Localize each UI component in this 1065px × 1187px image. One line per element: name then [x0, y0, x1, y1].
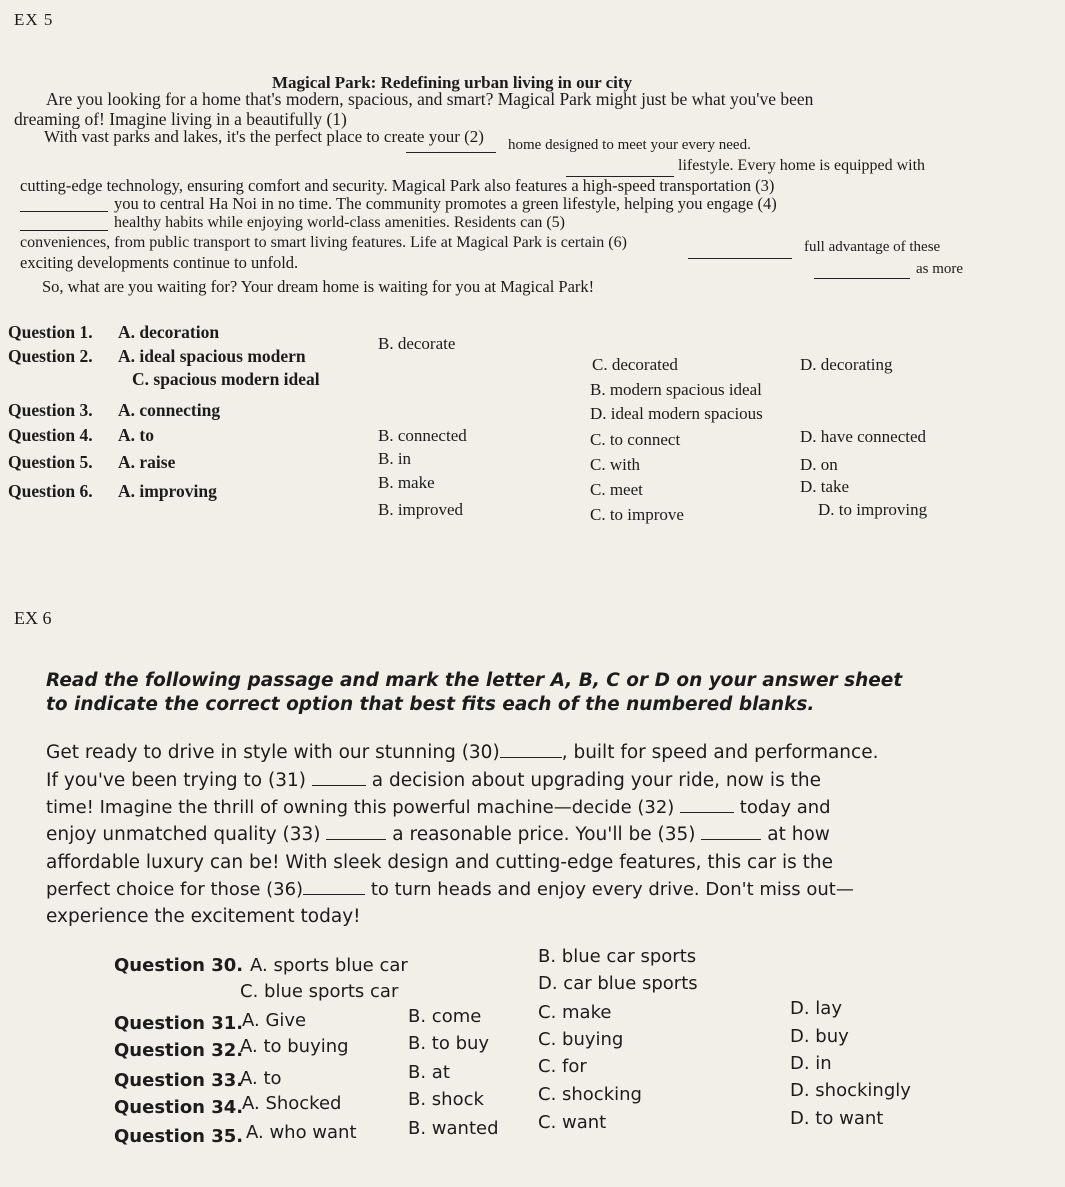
option-c[interactable]: C. for [538, 1056, 587, 1077]
ex6-instruction: to indicate the correct option that best fits each of the numbered blanks. [46, 694, 815, 715]
option-b[interactable]: B. come [408, 1006, 482, 1027]
ex6-heading: EX 6 [14, 608, 52, 628]
option-c[interactable]: C. make [538, 1002, 612, 1023]
option-d[interactable]: D. take [800, 477, 850, 496]
question-label: Question 5. [8, 452, 93, 472]
passage-line: conveniences, from public transport to smart living features. Life at Magical Park is certain (6) [20, 234, 627, 251]
blank-32[interactable] [680, 798, 734, 813]
passage-line: home designed to meet your every need. [508, 137, 751, 153]
question-label: Question 30. [114, 955, 244, 976]
option-a[interactable]: A. connecting [118, 400, 221, 420]
option-a[interactable]: A. decoration [118, 322, 220, 342]
option-a[interactable]: A. to buying [240, 1036, 349, 1057]
passage-line: If you've been trying to (31) a decision about upgrading your ride, now is the [46, 770, 821, 791]
blank-33[interactable] [326, 825, 386, 840]
option-a[interactable]: A. Shocked [242, 1093, 342, 1114]
option-b[interactable]: B. blue car sports [538, 946, 697, 967]
question-label: Question 35. [114, 1126, 244, 1147]
option-b[interactable]: B. wanted [408, 1118, 499, 1139]
passage-line: experience the excitement today! [46, 906, 361, 927]
option-a[interactable]: A. raise [118, 452, 176, 472]
option-c[interactable]: C. spacious modern ideal [132, 369, 320, 389]
option-d[interactable]: D. have connected [800, 427, 927, 446]
passage-line: dreaming of! Imagine living in a beautifully (1) [14, 109, 347, 129]
passage-line: you to central Ha Noi in no time. The community promotes a green lifestyle, helping you engage (4) [114, 194, 777, 213]
question-label: Question 4. [8, 425, 93, 445]
option-b[interactable]: B. make [378, 473, 435, 492]
option-c[interactable]: C. decorated [592, 355, 678, 374]
option-c[interactable]: C. with [590, 455, 641, 474]
question-label: Question 6. [8, 481, 93, 501]
blank-30[interactable] [500, 743, 562, 758]
passage-line: perfect choice for those (36) to turn heads and enjoy every drive. Don't miss out— [46, 879, 854, 900]
blank-6[interactable] [814, 264, 910, 279]
passage-line: full advantage of these [804, 239, 941, 255]
option-a[interactable]: A. Give [242, 1010, 307, 1031]
blank-36[interactable] [303, 880, 365, 895]
passage-line: Get ready to drive in style with our stunning (30) , built for speed and performance. [46, 742, 879, 763]
passage-line: enjoy unmatched quality (33) a reasonable price. You'll be (35) at how [46, 824, 830, 845]
question-label: Question 33. [114, 1070, 244, 1091]
option-c[interactable]: C. shocking [538, 1084, 642, 1105]
option-d[interactable]: D. on [800, 455, 838, 474]
ex5-heading: EX 5 [14, 10, 54, 29]
option-a[interactable]: A. to [240, 1068, 282, 1089]
option-c[interactable]: C. buying [538, 1029, 624, 1050]
option-c[interactable]: C. to connect [590, 430, 681, 449]
option-b[interactable]: B. to buy [408, 1033, 490, 1054]
passage-line: So, what are you waiting for? Your dream home is waiting for you at Magical Park! [42, 277, 595, 296]
question-label: Question 2. [8, 346, 93, 366]
blank-3[interactable] [20, 197, 108, 212]
blank-31[interactable] [312, 771, 366, 786]
option-d[interactable]: D. shockingly [790, 1080, 911, 1101]
passage-line: cutting-edge technology, ensuring comfort and security. Magical Park also features a high-speed transportation (3) [20, 176, 775, 195]
passage-line: Are you looking for a home that's modern, spacious, and smart? Magical Park might just be what you've been [46, 89, 814, 109]
passage-line: healthy habits while enjoying world-class amenities. Residents can (5) [114, 214, 565, 231]
option-c[interactable]: C. blue sports car [240, 981, 399, 1002]
blank-4[interactable] [20, 216, 108, 231]
option-b[interactable]: B. in [378, 449, 412, 468]
option-a[interactable]: A. to [118, 425, 154, 445]
passage-line: lifestyle. Every home is equipped with [678, 157, 926, 174]
passage-line: time! Imagine the thrill of owning this powerful machine—decide (32) today and [46, 797, 831, 818]
option-d[interactable]: D. to want [790, 1108, 884, 1129]
option-a[interactable]: A. improving [118, 481, 217, 501]
option-c[interactable]: C. meet [590, 480, 643, 499]
option-a[interactable]: A. sports blue car [250, 955, 408, 976]
option-b[interactable]: B. modern spacious ideal [590, 380, 762, 399]
passage-line: as more [916, 261, 964, 277]
option-c[interactable]: C. to improve [590, 505, 684, 524]
question-label: Question 3. [8, 400, 93, 420]
option-b[interactable]: B. improved [378, 500, 463, 519]
question-label: Question 31. [114, 1013, 244, 1034]
passage-line: affordable luxury can be! With sleek design and cutting-edge features, this car is the [46, 852, 834, 873]
option-d[interactable]: D. car blue sports [538, 973, 698, 994]
question-label: Question 34. [114, 1097, 244, 1118]
option-d[interactable]: D. to improving [818, 500, 928, 519]
ex5-title: Magical Park: Redefining urban living in our city [272, 73, 633, 92]
option-d[interactable]: D. decorating [800, 355, 893, 374]
option-d[interactable]: D. ideal modern spacious [590, 404, 763, 423]
option-a[interactable]: A. ideal spacious modern [118, 346, 306, 366]
blank-5[interactable] [688, 244, 792, 259]
question-label: Question 1. [8, 322, 93, 342]
option-d[interactable]: D. lay [790, 998, 842, 1019]
option-d[interactable]: D. in [790, 1053, 832, 1074]
blank-1[interactable] [406, 138, 496, 153]
blank-35[interactable] [701, 825, 761, 840]
option-b[interactable]: B. at [408, 1062, 450, 1083]
option-d[interactable]: D. buy [790, 1026, 849, 1047]
option-b[interactable]: B. connected [378, 426, 467, 445]
question-label: Question 32. [114, 1040, 244, 1061]
option-a[interactable]: A. who want [246, 1122, 357, 1143]
passage-line: exciting developments continue to unfold. [20, 253, 299, 272]
option-b[interactable]: B. decorate [378, 334, 456, 353]
option-c[interactable]: C. want [538, 1112, 607, 1133]
ex6-instruction: Read the following passage and mark the letter A, B, C or D on your answer sheet [46, 670, 903, 691]
passage-line: With vast parks and lakes, it's the perfect place to create your (2) [44, 127, 484, 146]
option-b[interactable]: B. shock [408, 1089, 484, 1110]
